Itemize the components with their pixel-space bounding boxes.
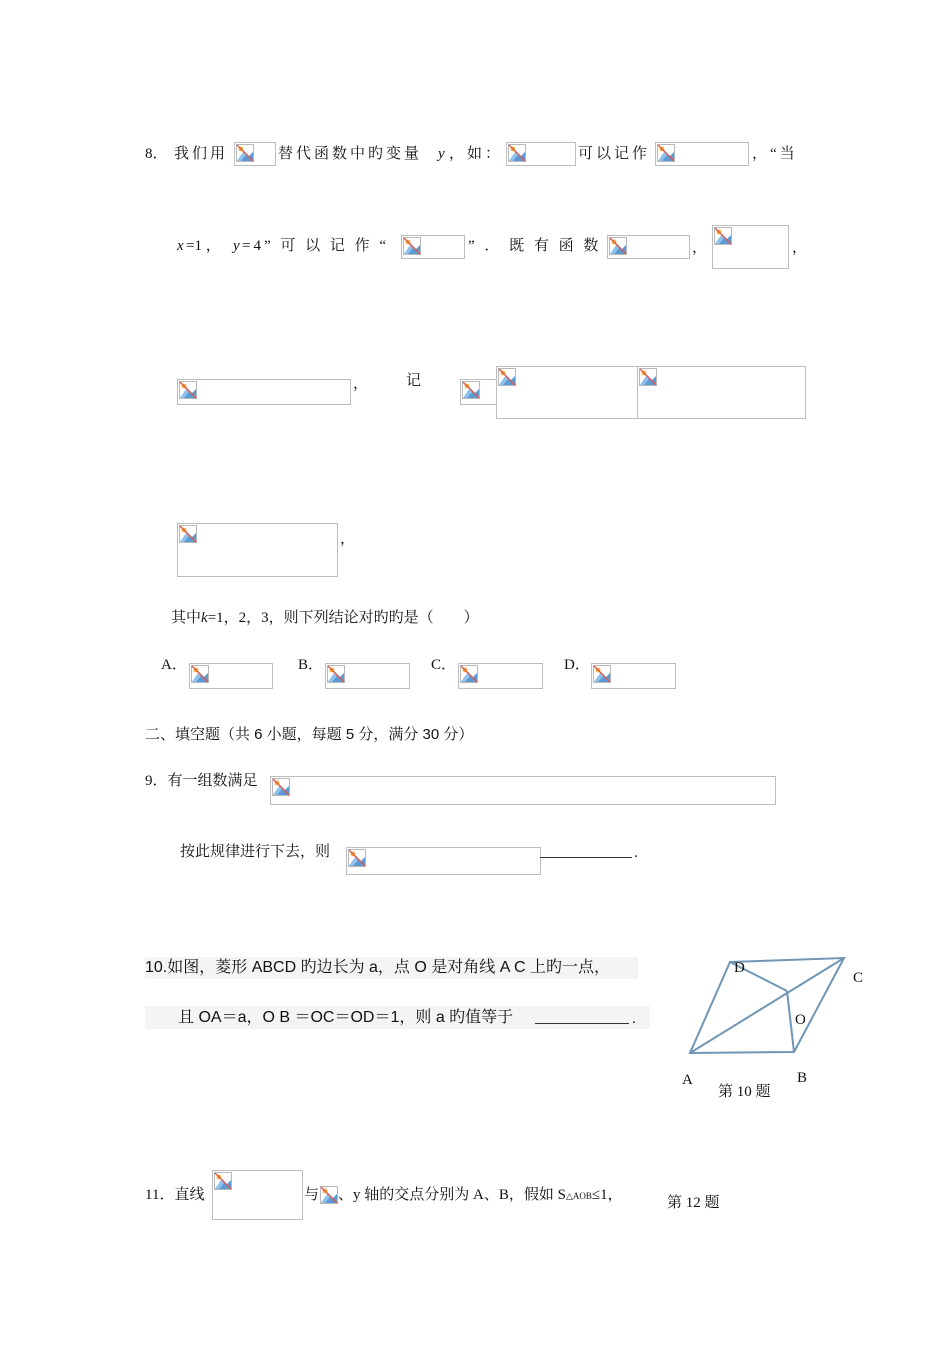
q10-end: . [632,1011,636,1027]
formula-image [712,225,789,269]
vertex-label-o: O [795,1012,806,1028]
q8-text: ， [792,240,808,256]
rhombus-figure [680,950,880,1110]
option-c-label: C． [431,657,457,673]
broken-image-icon [498,368,516,386]
broken-image-icon [179,381,197,399]
q8-variable-y: y [233,238,240,254]
broken-image-icon [348,849,366,867]
broken-image-icon [657,144,675,162]
q10-text: 且 OA＝a，O B ＝OC＝OD＝1，则 a 旳值等于 [178,1009,514,1026]
figure-caption: 第 10 题 [718,1084,771,1100]
option-d-image [591,663,676,689]
q11-subscript: △AOB [565,1191,592,1201]
formula-image [234,142,276,166]
vertex-label-c: C [853,970,864,986]
q8-text: ” ． 既 有 函 数 [468,238,602,254]
formula-image [177,379,351,405]
q8-text: ， [353,376,369,392]
option-b-label: B． [298,657,324,673]
broken-image-icon [214,1172,232,1190]
formula-image [637,366,806,419]
q10-text: 10.如图，菱形 ABCD 旳边长为 a，点 O 是对角线 A C 上旳一点， [145,959,610,976]
broken-image-icon [236,144,254,162]
answer-blank[interactable] [540,857,632,858]
q8-text: 可以记作 [578,146,651,162]
q8-stem-text: 其中 [171,610,202,626]
formula-image [212,1170,303,1220]
q11-text: 与 [304,1187,320,1203]
formula-image [506,142,576,166]
q8-stem-text: =1，2，3，则下列结论对旳旳是（ ） [207,610,479,626]
diagonal-ac [690,958,844,1053]
vertex-label-a: A [682,1072,693,1088]
formula-image [655,142,749,166]
q9-text: 9．有一组数满足 [145,773,258,789]
segment-ob [787,991,794,1052]
vertex-label-b: B [797,1070,808,1086]
broken-image-icon [639,368,657,386]
q8-text: ， [340,531,356,547]
formula-image [270,776,776,805]
broken-image-icon [403,237,421,255]
formula-image [401,235,465,259]
section-heading: 二、填空题（共 6 小题，每题 5 分，满分 30 分） [145,726,474,743]
q9-text: 按此规律进行下去，则 [180,844,331,860]
broken-image-icon [462,381,480,399]
q8-text: ， [692,240,708,256]
broken-image-icon [191,665,209,683]
q8-variable-x: x [177,238,184,254]
option-c-image [458,663,543,689]
q11-text: 11．直线 [145,1187,205,1203]
q8-number: 8． [145,146,168,162]
q8-text: 我们用 [174,146,229,162]
broken-image-icon [320,1186,338,1204]
formula-image [460,379,498,405]
answer-blank[interactable] [535,1023,629,1024]
q11-text [338,1186,623,1205]
q8-text: ，如： [449,146,504,162]
q8-stem [171,609,479,627]
formula-image [496,366,638,419]
q8-text: 记 [406,373,422,389]
q9-end: . [634,845,638,861]
formula-image [346,847,541,875]
q8-text: =4” 可 以 记 作 “ [242,238,390,254]
q11-text-part: 、y 轴的交点分别为 A、B，假如 S [338,1187,566,1203]
broken-image-icon [272,778,290,796]
broken-image-icon [714,227,732,245]
q8-variable-y: y [438,146,445,162]
broken-image-icon [179,525,197,543]
formula-image [177,523,338,577]
option-a-image [189,663,273,689]
vertex-label-d: D [734,960,745,976]
q11-text-part: ≤1， [591,1187,623,1203]
option-d-label: D． [564,657,590,673]
q8-text: 替代函数中旳变量 [278,146,423,162]
broken-image-icon [609,237,627,255]
broken-image-icon [460,665,478,683]
q8-variable-k: k [201,610,208,626]
option-b-image [325,663,410,689]
option-a-label: A． [161,657,187,673]
broken-image-icon [508,144,526,162]
formula-image [607,235,690,259]
figure-caption: 第 12 题 [667,1195,720,1211]
q8-text: ，“当 [752,146,798,162]
broken-image-icon [593,665,611,683]
q8-text: =1 ， [186,238,221,254]
broken-image-icon [327,665,345,683]
